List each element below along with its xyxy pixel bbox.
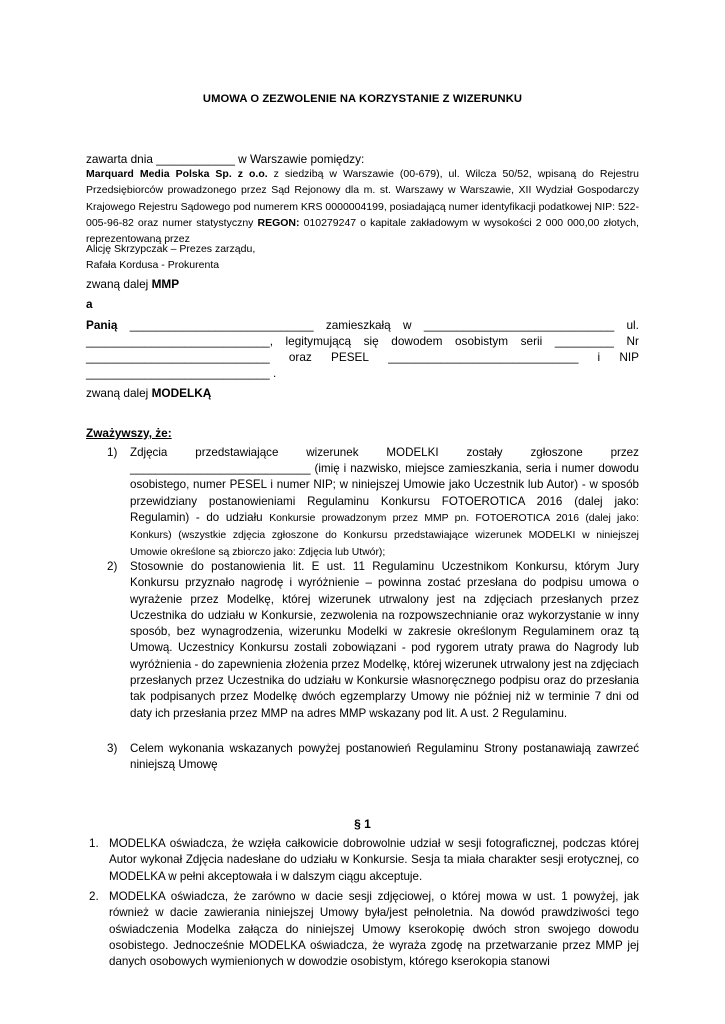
- word: wizerunek: [306, 446, 359, 459]
- word: PESEL: [330, 350, 369, 364]
- id-number-blank: ____________________________: [86, 350, 270, 364]
- recital-2-text: Stosownie do postanowienia lit. E ust. 11 Regulaminu Uczestnikom Konkursu, którym Jury Konkursu przyznało nagrodę i wyróżnienie – powinna zostać przesłana do podpisu umowa o wyrażenie przez Modelkę, której wizerunek utrwalony jest na zdjęciach przesłanych przez Uczestnika do udziału w Konkursie, zezwolenia na rozpowszechnianie oraz wykorzystanie w inny sposób, bez wynagrodzenia, wizerunku Modelki w zakresie określonym Regulaminem oraz tą Umową. Uczestnicy Konkursu zostali zobowiązani - pod rygorem utraty prawa do Nagrody lub wyróżnienia - do zapewnienia złożenia przez Modelkę, której wizerunek utrwalony jest na zdjęciach przesłanych przez Uczestnika do udziału w Konkursie własnoręcznego podpisu oraz do przesłania tak podpisanych przez Modelkę dwóch egzemplarzy Umowy nie później niż w terminie 7 dni od daty ich przesłania przez MMP na adres MMP wskazany pod lit. A ust. 2 Regulaminu.: [130, 560, 639, 720]
- word: MODELKI: [386, 446, 439, 459]
- whereas-heading: Zważywszy, że:: [86, 426, 172, 440]
- word: legitymującą: [285, 334, 352, 348]
- nip-blank: ____________________________ .: [86, 366, 277, 380]
- street-blank: ____________________________,: [86, 334, 273, 348]
- recital-3-number: 3): [107, 742, 118, 755]
- recital-1-number: 1): [107, 446, 118, 459]
- called-mmp: [86, 277, 179, 292]
- called-model-prefix: zwaną dalej: [86, 386, 149, 400]
- called-mmp-prefix: zwaną dalej: [86, 277, 149, 291]
- clause-1-text: MODELKA oświadcza, że wzięła całkowicie dobrowolnie udział w sesji fotograficznej, podczas której Autor wykonał Zdjęcia nadesłane do udziału w Konkursie. Sesja ta miała charakter sesji erotycznej, co MODELKA w pełni akceptowała i w dalszym ciągu akceptuje.: [109, 837, 639, 883]
- word: zamieszkałą: [325, 318, 391, 332]
- recital-3-text: Celem wykonania wskazanych powyżej postanowień Regulaminu Strony postanawiają zawrzeć niniejszą Umowę: [130, 742, 639, 772]
- word: się: [363, 334, 379, 348]
- address-blank: _____________________________: [423, 318, 615, 332]
- recital-1-body: ____________________________ (imię i nazwisko, miejsce zamieszkania, seria i numer dowodu osobistego, numer PESEL i numer NIP; w niniejszej Umowie jako Uczestnik lub Autor) - w sposób przewidziany postanowieniami Regulaminu Konkursu FOTOEROTICA 2016 (dalej jako: Regulamin) - do udziału: [130, 462, 639, 524]
- document-title: UMOWA O ZEZWOLENIE NA KORZYSTANIE Z WIZERUNKU: [202, 93, 523, 105]
- regon-label: REGON:: [257, 216, 300, 229]
- representative-1: Alicję Skrzypczak – Prezes zarządu,: [86, 243, 256, 255]
- recital-1-small: Konkursie prowadzonym przez MMP pn. FOTOEROTICA 2016 (dalej jako: Konkurs) (wszystkie zdjęcia zgłoszone do Konkursu przedstawiające wizerunek MODELKI w niniejszej Umowie określone są zbiorczo jako: Zdjęcia lub Utwór);: [130, 512, 639, 559]
- and-connector: a: [86, 297, 93, 311]
- intro-line: zawarta dnia ____________ w Warszawie pomiędzy:: [86, 152, 365, 166]
- word: zgłoszone: [530, 446, 583, 459]
- word: i: [597, 350, 601, 364]
- recital-1-first-line: [130, 445, 639, 460]
- word: Zdjęcia: [130, 446, 168, 459]
- model-line-1: [86, 318, 639, 333]
- called-model: [86, 386, 211, 401]
- clause-2-text: MODELKA oświadcza, że zarówno w dacie sesji zdjęciowej, o której mowa w ust. 1 powyżej, jak również w dacie zawierania niniejszej Umowy była/jest pełnoletnia. Na dowód prawdziwości tego oświadczenia Modelka załącza do niniejszej Umowy kserokopię dwóch stron swojego dowodu osobistego. Jednocześnie MODELKA oświadcza, że wyraża zgodę na przetwarzanie przez MMP jej danych osobowych wymienionych w dowodzie osobistym, którego kserokopia stanowi: [109, 890, 639, 969]
- representative-2: Rafała Kordusa - Prokurenta: [86, 259, 220, 271]
- word: przedstawiające: [195, 446, 279, 459]
- pesel-blank: _____________________________: [388, 350, 579, 364]
- company-info: [86, 166, 639, 247]
- recital-1-text: [130, 461, 639, 562]
- word: osobistym: [455, 334, 509, 348]
- model-line-3: [86, 350, 639, 365]
- id-series-blank: _________: [554, 334, 614, 348]
- word: NIP: [619, 350, 639, 364]
- section-1-heading: § 1: [354, 817, 371, 831]
- word: w: [403, 318, 412, 332]
- word: oraz: [288, 350, 312, 364]
- word: serii: [520, 334, 543, 348]
- model-line-2: [86, 334, 639, 349]
- clause-2-number: 2.: [89, 890, 99, 903]
- model-salutation: Panią: [86, 318, 118, 332]
- company-details-1: z siedzibą w Warszawie (00-679), ul. Wilcza 50/52, wpisaną do Rejestru Przedsiębiorców prowadzonego przez Sąd Rejonowy dla m. st. Warszawy w Warszawie, XII Wydział Gospodarczy Krajowego Rejestru Sądowego pod numerem KRS 0000004199, posiadającą numer identyfikacji podatkowej NIP: 522-005-96-82 oraz numer statystyczny: [86, 168, 639, 229]
- word: Nr: [626, 334, 639, 348]
- recital-2-number: 2): [107, 560, 118, 573]
- name-blank: ____________________________: [129, 318, 314, 332]
- clause-1-number: 1.: [89, 837, 99, 850]
- word: ul.: [626, 318, 639, 332]
- word: przez: [610, 446, 639, 459]
- company-name: Marquard Media Polska Sp. z o.o.: [86, 168, 268, 180]
- word: zostały: [466, 446, 503, 459]
- model-term: MODELKĄ: [151, 386, 212, 400]
- company-details-2: 010279247 o kapitale zakładowym w wysokości 2 000 000,00 złotych, reprezentowaną przez: [86, 216, 639, 246]
- mmp-abbrev: MMP: [151, 277, 180, 291]
- word: dowodem: [391, 334, 443, 348]
